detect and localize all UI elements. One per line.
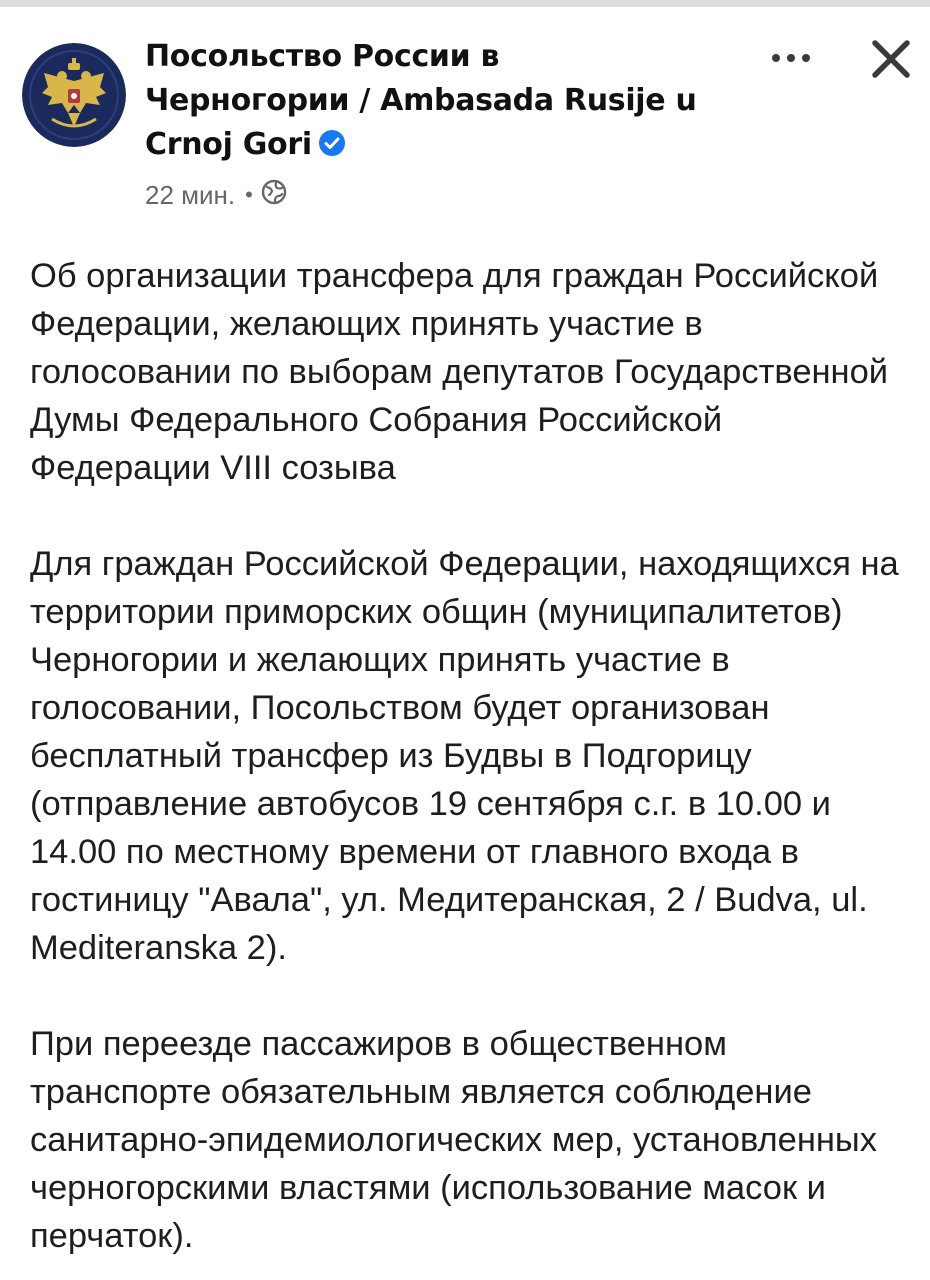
post-paragraph-3: При переезде пассажиров в общественном транспорте обязательным является соблюдение санитарно-эпидемиологических мер, установленных черногорскими властями (использование масок и перчаток). [30,1025,877,1255]
globe-icon[interactable] [261,179,287,212]
post-meta [145,177,287,213]
page-name-line-1: Посольство России в [145,39,500,74]
post-text [30,252,910,1260]
close-icon [866,37,916,83]
avatar[interactable] [22,43,126,147]
timestamp[interactable]: 22 мин. [145,179,236,210]
top-divider-strip [0,0,930,7]
russian-emblem-icon [22,43,126,147]
post-paragraph-1: Об организации трансфера для граждан Российской Федерации, желающих принять участие в голосовании по выборам депутатов Государственной Думы Федерального Собрания Российской Федерации VIII созыва [30,257,889,487]
page-name-line-3-text: Crnoj Gori [145,127,312,162]
post-paragraph-2: Для граждан Российской Федерации, находящихся на территории приморских общин (муниципалитетов) Черногории и желающих принять участие в голосовании, Посольством будет организован бесплатный трансфер из Будвы в Подгорицу (отправление автобусов 19 сентября с.г. в 10.00 и 14.00 по местному времени от главного входа в гостиницу "Авала", ул. Медитеранская, 2 / Budva, ul. Mediteranska 2). [30,545,899,967]
more-horizontal-icon [766,43,816,73]
more-options-button[interactable] [766,43,816,73]
meta-separator: • [245,182,253,207]
verified-check-icon [318,126,346,170]
close-button[interactable] [866,37,916,83]
page-name-line-2: Черногории / Ambasada Rusije u [145,83,697,118]
page-name[interactable] [145,35,765,170]
post-header [0,7,930,227]
page-name-line-3 [145,123,765,170]
